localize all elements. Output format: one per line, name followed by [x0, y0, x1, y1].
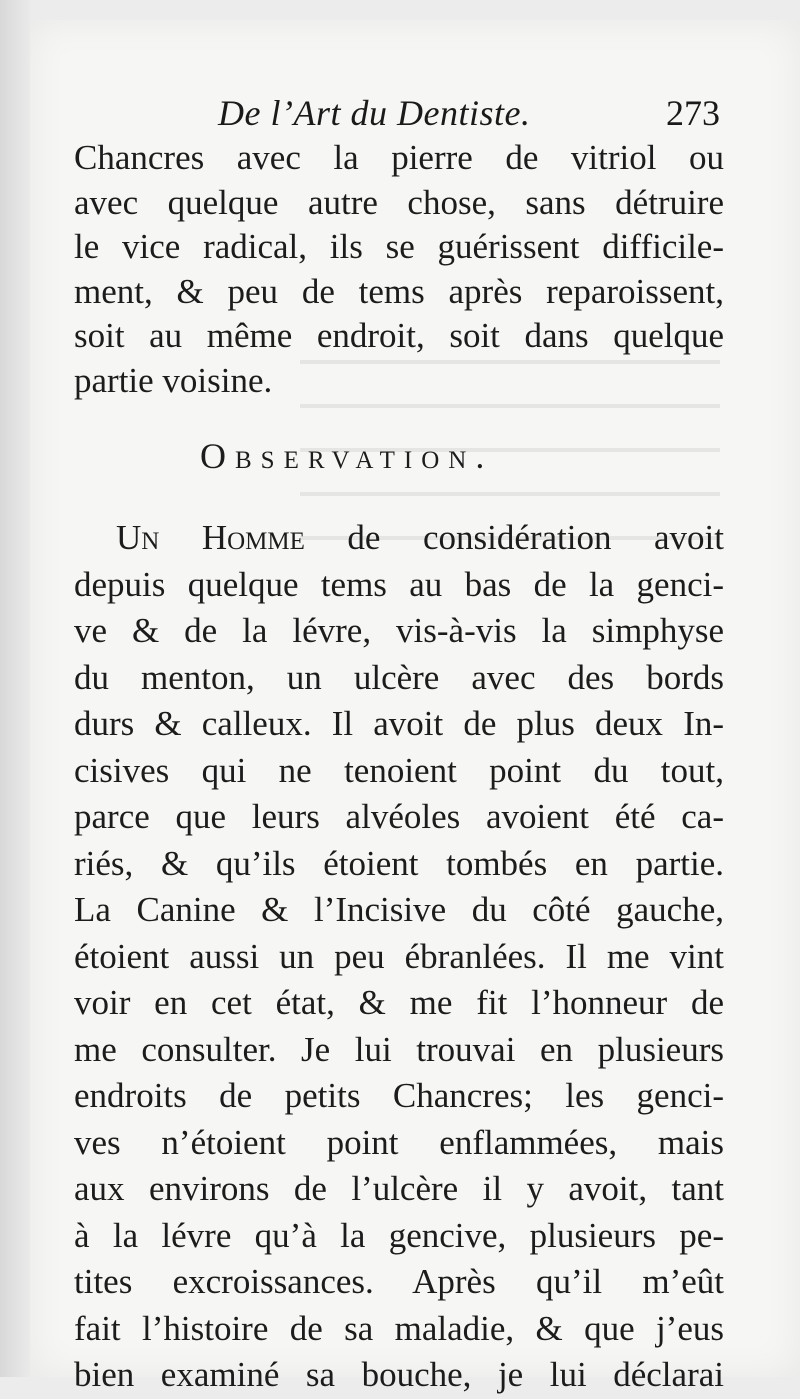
- text-line: parce que leurs alvéoles avoient été ca-: [74, 797, 724, 836]
- text-line: ment, & peu de tems après reparoissent,: [74, 271, 724, 311]
- text-line: ves n’étoient point enflammées, mais: [74, 1122, 724, 1162]
- text-line: depuis quelque tems au bas de la genci-: [74, 564, 724, 604]
- text-line: riés, & qu’ils étoient tombés en partie.: [74, 843, 724, 883]
- text-line: soit au même endroit, soit dans quelque: [74, 316, 724, 355]
- text-line: fait l’histoire de sa maladie, & que j’eus: [74, 1308, 724, 1348]
- text-line: du menton, un ulcère avec des bords: [74, 657, 724, 697]
- text-line: aux environs de l’ulcère il y avoit, tant: [74, 1169, 724, 1208]
- text-line: bien examiné sa bouche, je lui déclarai: [74, 1355, 724, 1394]
- text-line: La Canine & l’Incisive du côté gauche,: [74, 890, 724, 929]
- text-line: durs & calleux. Il avoit de plus deux In-: [74, 704, 724, 743]
- page-number: 273: [666, 93, 720, 133]
- running-head: De l’Art du Dentiste.: [218, 93, 531, 133]
- paragraph-observation: [74, 515, 724, 1399]
- text-line: avec quelque autre chose, sans détruire: [74, 182, 724, 222]
- text-line: ve & de la lévre, vis-à-vis la simphyse: [74, 611, 724, 650]
- text-line: étoient aussi un peu ébranlées. Il me vint: [74, 936, 724, 976]
- section-heading: Observation.: [200, 436, 494, 476]
- page-gutter: [0, 0, 30, 1377]
- text-line-first: [74, 515, 724, 562]
- paragraph-continued: [74, 136, 724, 403]
- text-line: tites excroissances. Après qu’il m’eût: [74, 1262, 724, 1301]
- text-line: me consulter. Je lui trouvai en plusieurs: [74, 1029, 724, 1069]
- text-line: le vice radical, ils se guérissent difficile-: [74, 227, 724, 266]
- text-line: partie voisine.: [74, 360, 273, 400]
- text-line: Chancres avec la pierre de vitriol ou: [74, 138, 724, 177]
- page-header: [218, 92, 738, 136]
- text-line: cisives qui ne tenoient point du tout,: [74, 750, 724, 790]
- first-line-rest: de considération avoit: [304, 518, 724, 557]
- opening-words: Un Homme: [116, 518, 305, 557]
- text-line: endroits de petits Chancres; les genci-: [74, 1076, 724, 1115]
- text-line: voir en cet état, & me fit l’honneur de: [74, 983, 724, 1022]
- text-line: à la lévre qu’à la gencive, plusieurs pe-: [74, 1215, 724, 1255]
